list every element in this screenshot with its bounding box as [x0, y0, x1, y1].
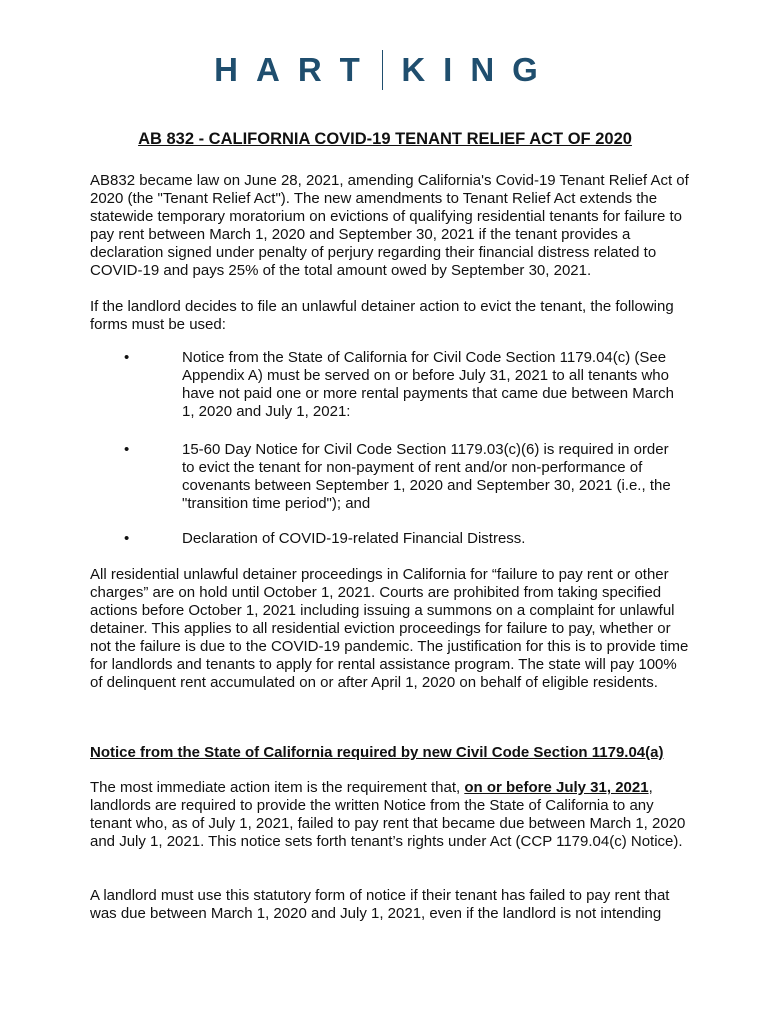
- action-item-deadline: on or before July 31, 2021: [464, 779, 649, 796]
- proceedings-paragraph: All residential unlawful detainer proceedings in California for “failure to pay rent or other charges” are on hold until October 1, 2021. Courts are prohibited from taking specified actions before October 1, 2021 including issuing a summons on a complaint for unlawful detainer. This applies to all residential eviction proceedings for failure to pay, whether or not the failure is due to the COVID-19 pandemic. The justification for this is to provide time for landlords and tenants to apply for rental assistance program. The state will pay 100% of delinquent rent accumulated on or after April 1, 2020 on behalf of eligible residents.: [90, 566, 689, 691]
- document-title: AB 832 - CALIFORNIA COVID-19 TENANT RELIEF ACT OF 2020: [138, 130, 632, 148]
- action-item-text-start: The most immediate action item is the requirement that,: [90, 779, 465, 796]
- logo-divider: [382, 50, 384, 90]
- intro-paragraph: AB832 became law on June 28, 2021, amending California's Covid-19 Tenant Relief Act of 2020 (the "Tenant Relief Act"). The new amendments to Tenant Relief Act extends the statewide temporary moratorium on evictions of qualifying residential tenants for failure to pay rent between March 1, 2020 and September 30, 2021 if the tenant provides a declaration signed under penalty of perjury regarding their financial distress related to COVID-19 and pays 25% of the total amount owed by September 30, 2021.: [90, 172, 689, 279]
- statutory-notice-paragraph: A landlord must use this statutory form of notice if their tenant has failed to pay rent that was due between March 1, 2020 and July 1, 2021, even if the landlord is not intending: [90, 887, 670, 922]
- action-item-paragraph: [90, 779, 690, 851]
- bullet-marker: •: [124, 530, 130, 547]
- bullet-marker: •: [124, 349, 130, 366]
- bullet-item-15-60-day-notice: 15-60 Day Notice for Civil Code Section 1179.03(c)(6) is required in order to evict the tenant for non-payment of rent and/or non-performance of covenants between September 1, 2020 and September 30, 2021 (i.e., the "transition time period"); and: [182, 441, 671, 512]
- logo-word-hart: HART: [214, 51, 378, 89]
- section-heading: Notice from the State of California required by new Civil Code Section 1179.04(a): [90, 744, 664, 761]
- action-item-text-end: , landlords are required to provide the written Notice from the State of California to any tenant who, as of July 1, 2021, failed to pay rent that became due between March 1, 2020 and July 1, 2021. This notice sets forth tenant’s rights under Act (CCP 1179.04(c) Notice).: [90, 779, 686, 850]
- logo-word-king: KING: [401, 51, 556, 89]
- forms-paragraph: If the landlord decides to file an unlawful detainer action to evict the tenant, the following forms must be used:: [90, 298, 674, 333]
- bullet-item-state-notice: Notice from the State of California for Civil Code Section 1179.04(c) (See Appendix A) must be served on or before July 31, 2021 to all tenants who have not paid one or more rental payments that came due between March 1, 2020 and July 1, 2021:: [182, 349, 674, 420]
- bullet-marker: •: [124, 441, 130, 458]
- bullet-item-declaration: Declaration of COVID-19-related Financial Distress.: [182, 530, 526, 547]
- firm-logo: [0, 50, 770, 90]
